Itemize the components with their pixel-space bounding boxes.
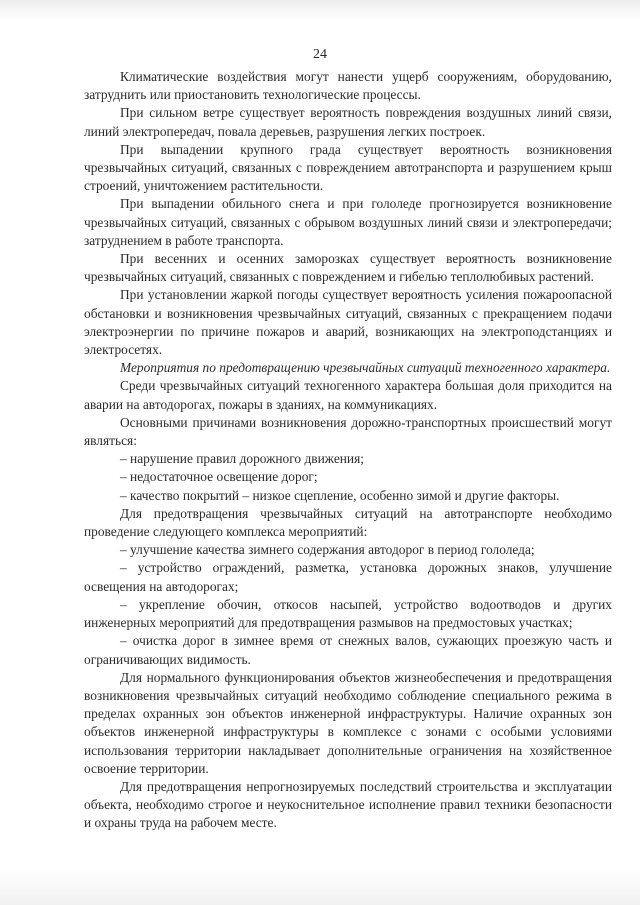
paragraph: При сильном ветре существует вероятность повреждения воздушных линий связи, линий электропередач, повала деревьев, разрушения легких построек. (84, 105, 612, 139)
paragraph: Климатические воздействия могут нанести ущерб сооружениям, оборудованию, затруднить или приостановить технологические процессы. (84, 69, 612, 103)
section-heading: Мероприятия по предотвращению чрезвычайных ситуаций техногенного характера. (120, 360, 611, 376)
paragraph: При выпадении крупного града существует вероятность возникновения чрезвычайных ситуаций, связанных с повреждением автотранспорта и разрушением крыш строений, уничтожением растительности. (84, 141, 612, 194)
scan-bottom-edge (0, 869, 640, 905)
list-item: – укрепление обочин, откосов насыпей, устройство водоотводов и других инженерных мероприятий для предотвращения размывов на предмостовых участках; (84, 596, 612, 631)
paragraph: Для нормального функционирования объектов жизнеобеспечения и предотвращения возникновения чрезвычайных ситуаций необходимо соблюдение специального режима в пределах охранных зон объектов инженерной инфраструктуры. Наличие охранных зон объектов инженерной инфраструктуры в комплексе с зонами с особыми условиями использования территории накладывает дополнительные ограничения на хозяйственное освоение территории. (84, 669, 612, 776)
paragraph: Основными причинами возникновения дорожно-транспортных происшествий могут являться: (84, 414, 612, 449)
list-item: – устройство ограждений, разметка, установка дорожных знаков, улучшение освещения на автодорогах; (84, 560, 612, 594)
page-number: 24 (313, 47, 327, 62)
list-item: – недостаточное освещение дорог; (120, 469, 318, 485)
list-item: – нарушение правил дорожного движения; (120, 451, 364, 467)
paragraph: Для предотвращения непрогнозируемых последствий строительства и эксплуатации объекта, необходимо строгое и неукоснительное исполнение правил техники безопасности и охраны труда на рабочем месте. (84, 778, 612, 831)
paragraph: При установлении жаркой погоды существует вероятность усиления пожароопасной обстановки и возникновения чрезвычайных ситуаций, связанных с прекращением подачи электроэнергии по причине пожаров и аварий, возникающих на электроподстанциях и электросетях. (84, 287, 612, 358)
list-item: – качество покрытий – низкое сцепление, особенно зимой и другие факторы. (120, 487, 560, 503)
paragraph: При весенних и осенних заморозках существует вероятность возникновение чрезвычайных ситуаций, связанных с повреждением и гибелью теплолюбивых растений. (84, 251, 612, 285)
paragraph: Среди чрезвычайных ситуаций техногенного характера большая доля приходится на аварии на автодорогах, пожары в зданиях, на коммуникациях. (84, 378, 612, 412)
paragraph: При выпадении обильного снега и при гололеде прогнозируется возникновение чрезвычайных ситуаций, связанных с обрывом воздушных линий связи и электропередачи; затруднением в работе транспорта. (84, 196, 612, 248)
document-body (84, 68, 612, 833)
list-item: – улучшение качества зимнего содержания автодорог в период гололеда; (120, 542, 535, 558)
paragraph: Для предотвращения чрезвычайных ситуаций на автотранспорте необходимо проведение следующего комплекса мероприятий: (84, 505, 612, 540)
list-item: – очистка дорог в зимнее время от снежных валов, сужающих проезжую часть и ограничивающих видимость. (84, 633, 612, 667)
